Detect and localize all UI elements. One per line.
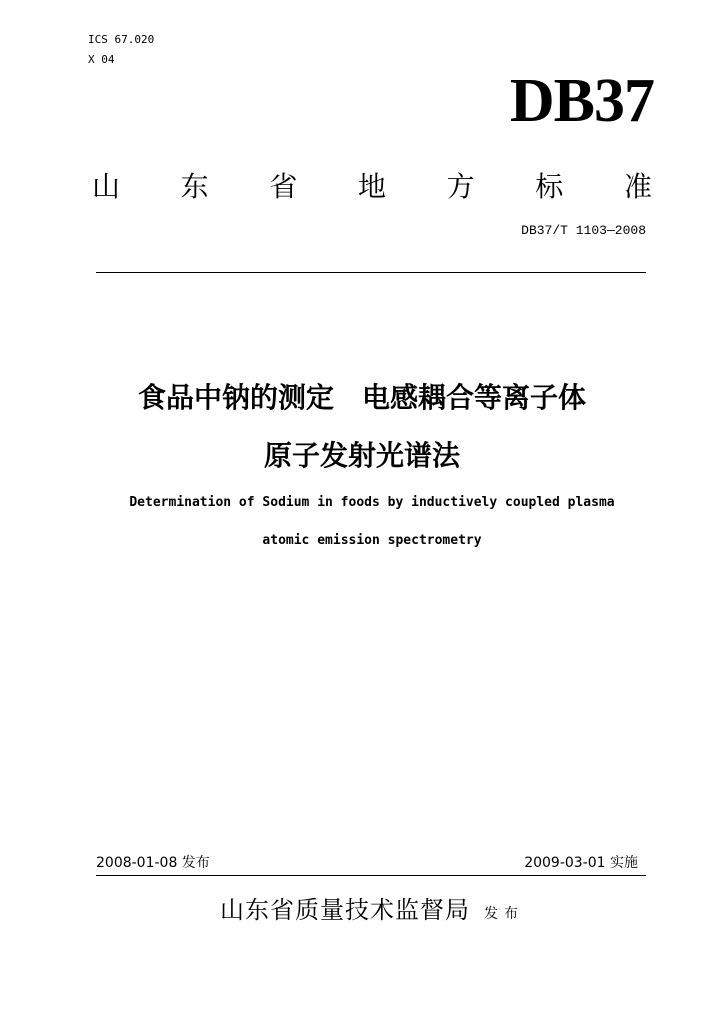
standard-type-char: 方 bbox=[446, 170, 475, 203]
standard-type-char: 省 bbox=[269, 170, 298, 203]
standard-type-char: 地 bbox=[357, 170, 386, 203]
standard-type-heading bbox=[92, 170, 652, 204]
issuer-name: 山东省质量技术监督局 bbox=[220, 896, 470, 924]
standard-type-char: 标 bbox=[535, 170, 564, 203]
standard-type-char: 东 bbox=[180, 170, 209, 203]
title-english-line-2: atomic emission spectrometry bbox=[262, 533, 482, 548]
bottom-divider bbox=[96, 875, 646, 876]
implementation-date: 2009-03-01 实施 bbox=[524, 855, 638, 871]
standard-type-char: 山 bbox=[92, 170, 121, 203]
issuer-block bbox=[0, 893, 724, 931]
title-english-line-1: Determination of Sodium in foods by inductively coupled plasma bbox=[129, 495, 615, 510]
issuer-action: 发布 bbox=[484, 906, 524, 922]
title-chinese-line-1: 食品中钠的测定 电感耦合等离子体 bbox=[137, 381, 586, 414]
issue-date: 2008-01-08 发布 bbox=[96, 855, 210, 871]
classification-code: X 04 bbox=[88, 53, 115, 66]
ics-code: ICS 67.020 bbox=[88, 33, 155, 46]
standard-code: DB37 bbox=[509, 67, 654, 135]
standard-type-char: 准 bbox=[623, 170, 652, 203]
title-chinese-line-2: 原子发射光谱法 bbox=[263, 439, 460, 472]
top-divider bbox=[96, 272, 646, 273]
standard-number: DB37/T 1103—2008 bbox=[521, 223, 646, 238]
